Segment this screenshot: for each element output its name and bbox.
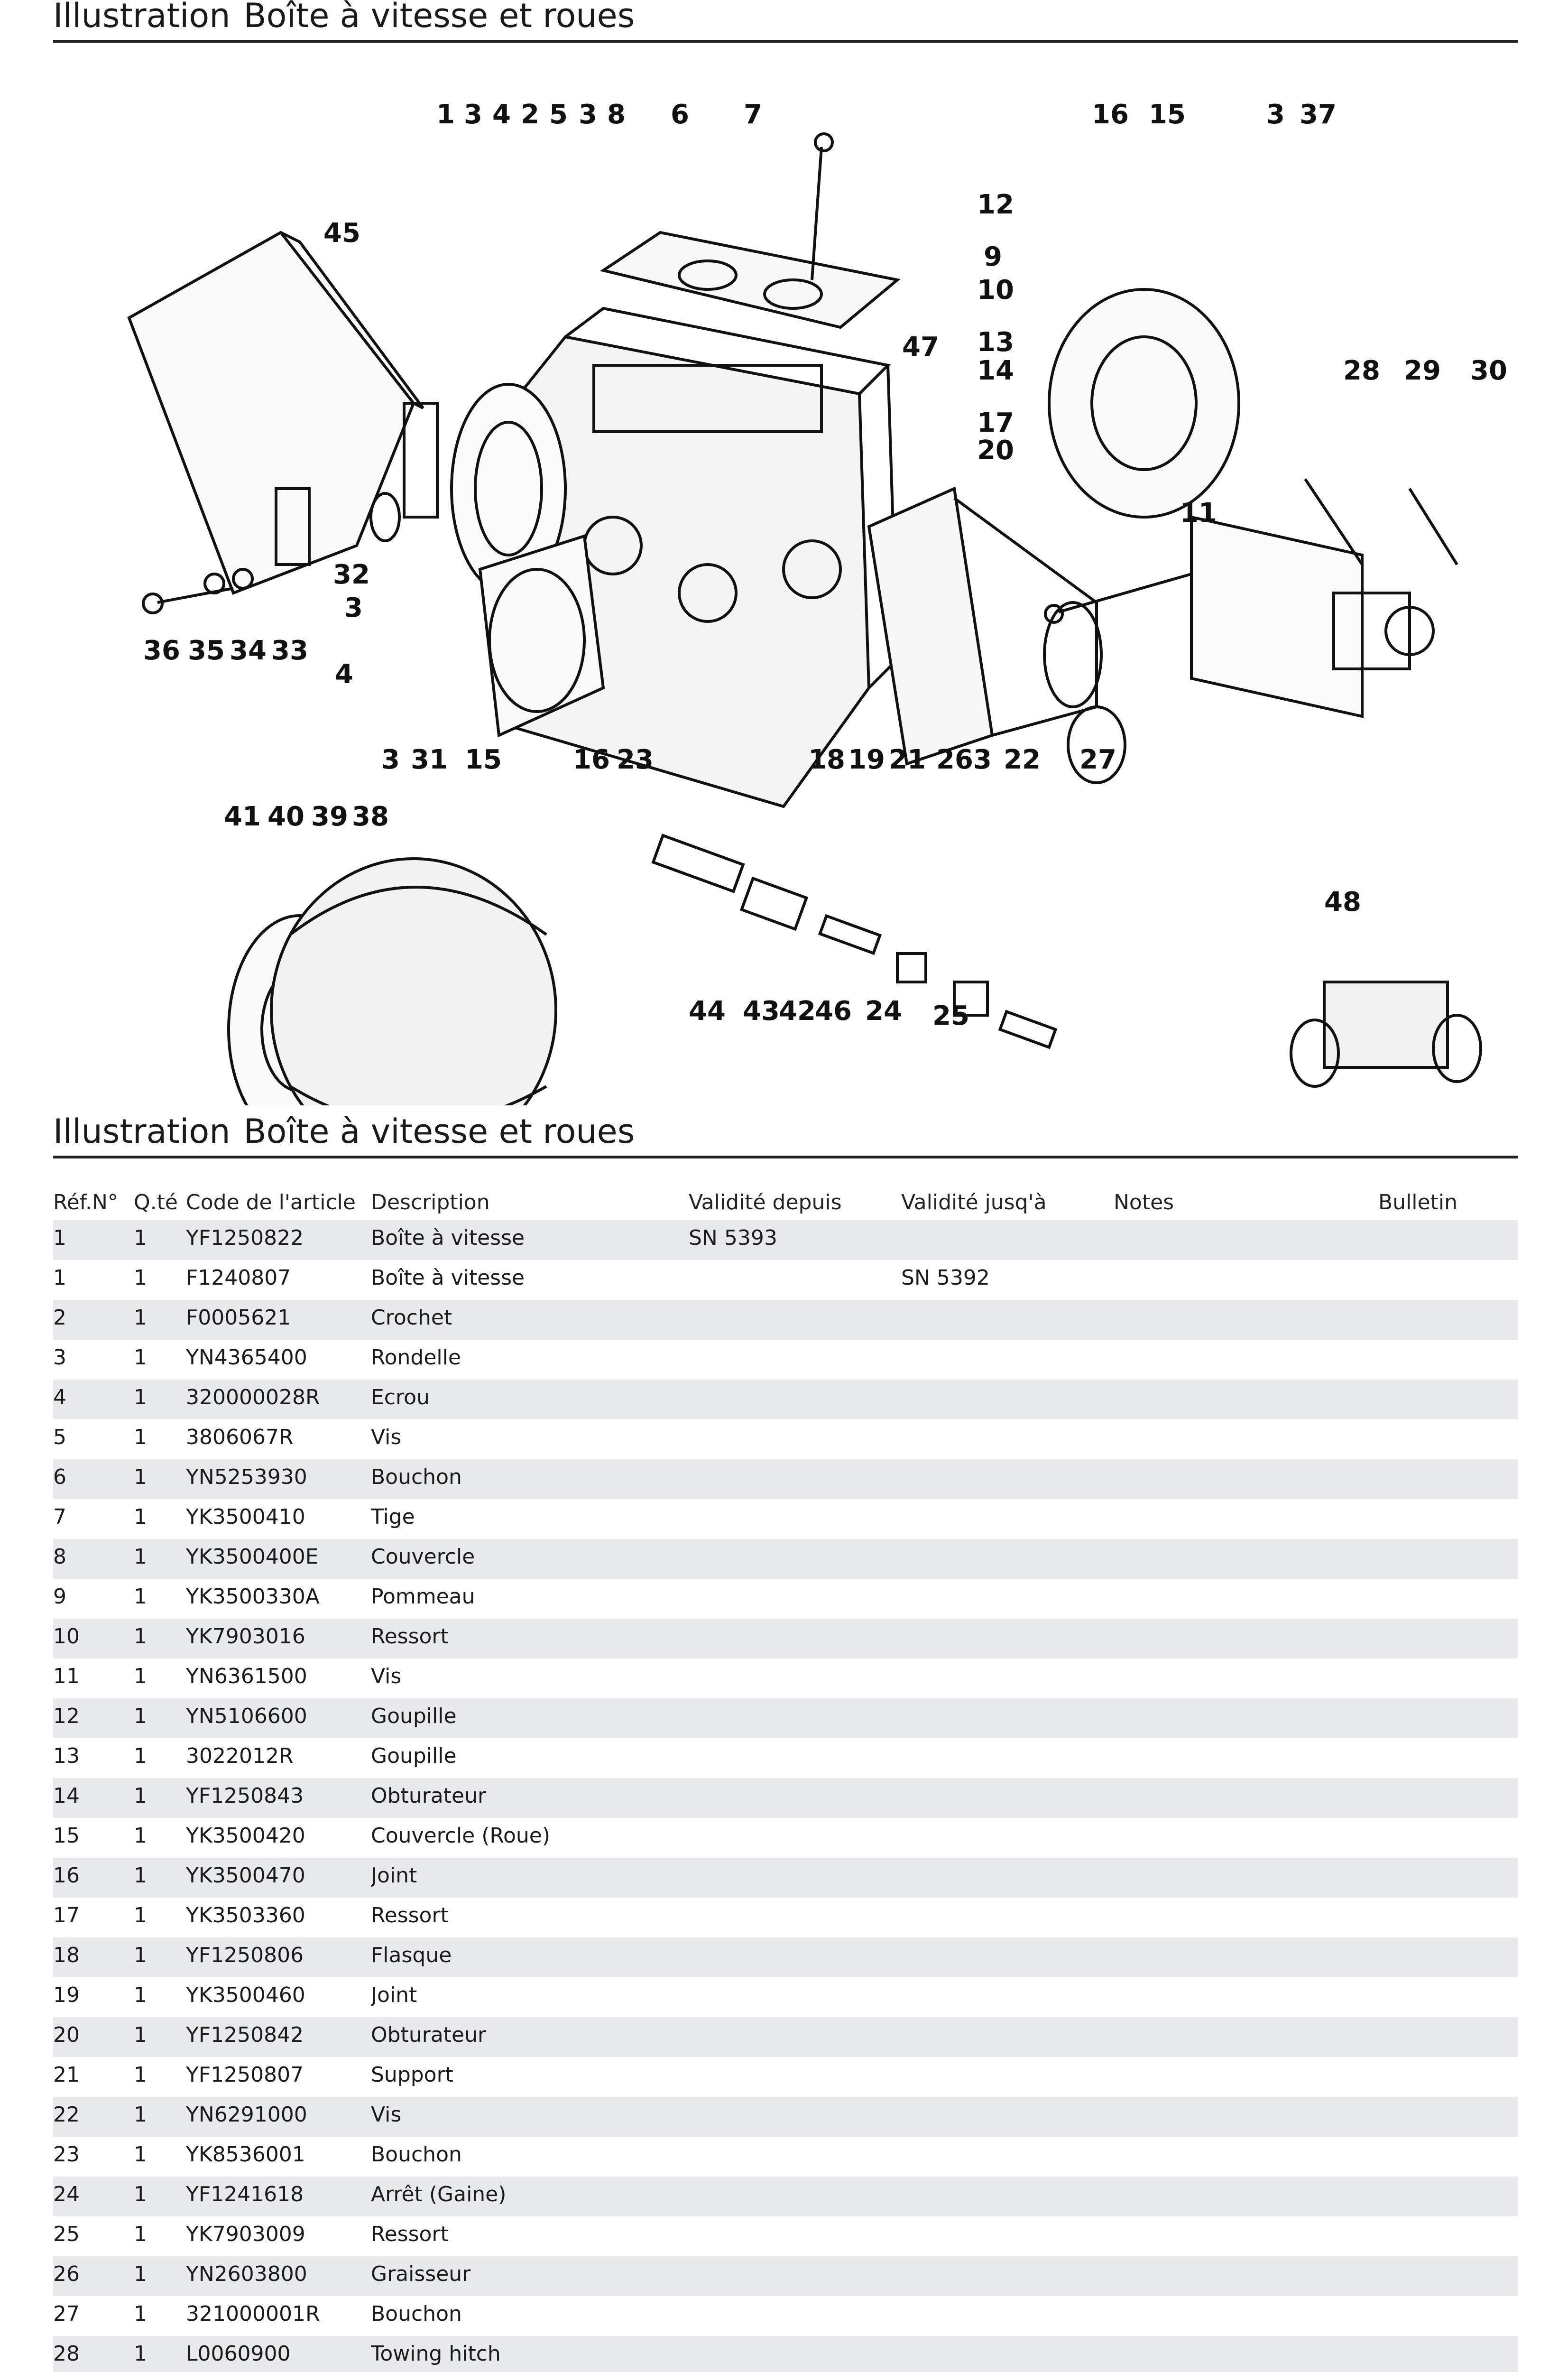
cell-ref: 7 [53,1505,66,1529]
table-row [53,2177,1518,2216]
cell-code: YK3500460 [186,1983,305,2007]
cell-qty: 1 [134,2142,147,2167]
cell-ref: 2 [53,1306,66,1330]
cell-ref: 10 [53,1624,80,1649]
cell-code: YK3503360 [186,1903,305,1927]
section-title-text: Boîte à vitesse et roues [243,1112,635,1151]
cell-description: Flasque [371,1943,452,1967]
callout-3d: 3 [344,593,363,623]
table-row [53,1858,1518,1898]
cell-ref: 20 [53,2023,80,2047]
callout-45: 45 [323,218,360,249]
cell-qty: 1 [134,1584,147,1609]
cell-ref: 27 [53,2302,80,2326]
cell-ref: 1 [53,1226,66,1250]
section-label: Illustration [53,0,231,35]
cell-description: Boîte à vitesse [371,1226,525,1250]
cell-description: Arrêt (Gaine) [371,2182,507,2206]
cell-code: L0060900 [186,2342,291,2366]
callout-37: 37 [1300,99,1337,130]
cell-qty: 1 [134,1226,147,1250]
cell-qty: 1 [134,2302,147,2326]
cell-ref: 11 [53,1664,80,1688]
callout-4: 4 [492,99,511,130]
cell-qty: 1 [134,1465,147,1489]
cell-code: YN5253930 [186,1465,307,1489]
cell-ref: 22 [53,2103,80,2127]
col-header-valid-from: Validité depuis [689,1190,842,1214]
cell-code: YK3500330A [186,1584,320,1609]
section-title-text: Boîte à vitesse et roues [243,0,635,35]
cell-description: Goupille [371,1704,457,1728]
cell-code: YF1250807 [186,2063,304,2087]
callout-14: 14 [977,355,1014,386]
cell-qty: 1 [134,2262,147,2286]
table-row [53,1459,1518,1499]
cell-description: Bouchon [371,2302,462,2326]
callout-7: 7 [744,99,762,130]
cell-code: YK3500470 [186,1863,305,1888]
cell-qty: 1 [134,1943,147,1967]
cell-qty: 1 [134,1624,147,1649]
cell-qty: 1 [134,1505,147,1529]
cell-ref: 16 [53,1863,80,1888]
callout-3e: 3 [381,744,400,775]
cell-description: Ressort [371,1624,449,1649]
cell-qty: 1 [134,1863,147,1888]
cell-ref: 28 [53,2342,80,2366]
callout-48: 48 [1324,887,1361,917]
cell-code: 3022012R [186,1744,294,1768]
cell-ref: 6 [53,1465,66,1489]
callout-15b: 15 [465,744,502,775]
callout-20: 20 [977,435,1014,466]
callout-42: 42 [779,996,816,1027]
cell-code: YN4365400 [186,1345,307,1370]
cell-qty: 1 [134,1983,147,2007]
cell-code: YK7903009 [186,2222,305,2246]
exploded-parts-diagram [53,71,1518,1105]
cell-ref: 21 [53,2063,80,2087]
cell-qty: 1 [134,2182,147,2206]
callout-34: 34 [230,635,267,666]
cell-code: YN6361500 [186,1664,307,1688]
cell-ref: 8 [53,1545,66,1569]
callout-1: 1 [436,99,455,130]
cell-code: YF1241618 [186,2182,304,2206]
diagram-drawing [129,134,1481,1105]
callout-10: 10 [977,275,1014,306]
callout-6: 6 [671,99,689,130]
table-row [53,1698,1518,1738]
col-header-description: Description [371,1190,490,1214]
cell-code: F0005621 [186,1306,291,1330]
callout-33: 33 [271,635,308,666]
callout-32: 32 [333,559,370,590]
cell-code: YF1250806 [186,1943,304,1967]
cell-ref: 13 [53,1744,80,1768]
cell-description: Obturateur [371,1784,487,1808]
callout-5: 5 [549,99,568,130]
cell-qty: 1 [134,1545,147,1569]
cell-description: Ressort [371,1903,449,1927]
cell-ref: 4 [53,1385,66,1409]
callout-40: 40 [267,801,304,832]
cell-ref: 15 [53,1824,80,1848]
cell-qty: 1 [134,1664,147,1688]
callout-31: 31 [411,744,448,775]
cell-qty: 1 [134,1385,147,1409]
cell-code: YF1250822 [186,1226,304,1250]
callout-39: 39 [311,801,348,832]
table-row [53,2256,1518,2296]
cell-description: Boîte à vitesse [371,1266,525,1290]
cell-code: YK3500410 [186,1505,305,1529]
callout-47: 47 [902,332,939,362]
cell-description: Bouchon [371,2142,462,2167]
cell-ref: 19 [53,1983,80,2007]
callout-28: 28 [1343,355,1380,386]
cell-description: Ecrou [371,1385,430,1409]
callout-12: 12 [977,189,1014,220]
cell-qty: 1 [134,1345,147,1370]
cell-description: Support [371,2063,453,2087]
cell-description: Rondelle [371,1345,461,1370]
cell-ref: 12 [53,1704,80,1728]
cell-description: Couvercle (Roue) [371,1824,551,1848]
section-title-diagram [53,0,1518,43]
cell-qty: 1 [134,1306,147,1330]
callout-23: 23 [617,744,654,775]
callout-27: 27 [1079,744,1116,775]
callout-13: 13 [977,327,1014,358]
cell-ref: 25 [53,2222,80,2246]
table-row [53,2216,1518,2256]
table-row [53,2017,1518,2057]
cell-description: Bouchon [371,1465,462,1489]
cell-qty: 1 [134,1425,147,1449]
callout-41: 41 [224,801,261,832]
table-row [53,1220,1518,1260]
cell-code: YK7903016 [186,1624,305,1649]
cell-ref: 18 [53,1943,80,1967]
table-row [53,2137,1518,2177]
cell-description: Obturateur [371,2023,487,2047]
callout-3b: 3 [579,99,597,130]
table-row [53,1539,1518,1579]
cell-code: YK8536001 [186,2142,305,2167]
table-row [53,1659,1518,1698]
cell-description: Pommeau [371,1584,475,1609]
callout-15: 15 [1149,99,1186,130]
cell-description: Ressort [371,2222,449,2246]
cell-ref: 23 [53,2142,80,2167]
cell-ref: 1 [53,1266,66,1290]
callout-21: 21 [889,744,926,775]
table-row [53,1499,1518,1539]
callout-2: 2 [521,99,539,130]
table-row [53,1380,1518,1419]
cell-description: Joint [371,1863,417,1888]
section-title-table-1 [53,1110,1518,1158]
table-row [53,1579,1518,1619]
callout-17: 17 [977,408,1014,438]
cell-ref: 17 [53,1903,80,1927]
cell-valid-from: SN 5393 [689,1226,777,1250]
callout-35: 35 [188,635,225,666]
cell-code: YF1250842 [186,2023,304,2047]
cell-ref: 14 [53,1784,80,1808]
callout-26: 26 [936,744,973,775]
cell-description: Towing hitch [371,2342,501,2366]
cell-code: YK3500400E [186,1545,319,1569]
diagram-svg [53,71,1518,1105]
callout-3c: 3 [1266,99,1285,130]
cell-description: Goupille [371,1744,457,1768]
cell-description: Vis [371,1664,402,1688]
cell-ref: 3 [53,1345,66,1370]
cell-code: YF1250843 [186,1784,304,1808]
cell-description: Crochet [371,1306,452,1330]
cell-code: 320000028R [186,1385,320,1409]
callout-3f: 3 [973,744,992,775]
cell-qty: 1 [134,1784,147,1808]
cell-description: Graisseur [371,2262,471,2286]
table-row [53,1300,1518,1340]
callout-8: 8 [607,99,626,130]
table-row [53,2336,1518,2372]
callout-44: 44 [689,996,726,1027]
col-header-bulletin: Bulletin [1378,1190,1457,1214]
cell-ref: 5 [53,1425,66,1449]
cell-ref: 24 [53,2182,80,2206]
callout-22: 22 [1004,744,1041,775]
col-header-qty: Q.té [134,1190,178,1214]
table-row [53,2296,1518,2336]
cell-ref: 9 [53,1584,66,1609]
cell-code: YN6291000 [186,2103,307,2127]
table-row [53,1340,1518,1380]
callout-19: 19 [848,744,885,775]
callout-16: 16 [1092,99,1129,130]
cell-valid-to: SN 5392 [901,1266,990,1290]
cell-description: Joint [371,1983,417,2007]
cell-code: YN2603800 [186,2262,307,2286]
col-header-valid-to: Validité jusq'à [901,1190,1047,1214]
callout-30: 30 [1470,355,1507,386]
cell-description: Vis [371,2103,402,2127]
cell-ref: 26 [53,2262,80,2286]
cell-description: Vis [371,1425,402,1449]
cell-qty: 1 [134,2063,147,2087]
table-row [53,1738,1518,1778]
table-row [53,1937,1518,1977]
cell-qty: 1 [134,1824,147,1848]
callout-4b: 4 [335,659,353,690]
callout-25: 25 [932,1001,969,1031]
cell-qty: 1 [134,2222,147,2246]
table-row [53,1818,1518,1858]
cell-code: YK3500420 [186,1824,305,1848]
section-label: Illustration [53,1112,231,1151]
table-row [53,1778,1518,1818]
callout-24: 24 [865,996,902,1027]
cell-description: Couvercle [371,1545,475,1569]
cell-qty: 1 [134,1744,147,1768]
cell-code: 321000001R [186,2302,320,2326]
cell-qty: 1 [134,2342,147,2366]
callout-29: 29 [1404,355,1441,386]
cell-description: Tige [371,1505,415,1529]
table-body [53,1220,1518,2372]
table-row [53,1619,1518,1659]
table-row [53,2097,1518,2137]
table-row [53,1260,1518,1300]
table-row [53,1977,1518,2017]
callout-3: 3 [464,99,482,130]
col-header-ref: Réf.N° [53,1190,118,1214]
cell-code: F1240807 [186,1266,291,1290]
table-row [53,2057,1518,2097]
table-header [53,1184,1518,1220]
callout-11: 11 [1180,498,1217,528]
cell-code: 3806067R [186,1425,294,1449]
cell-qty: 1 [134,2023,147,2047]
table-row [53,1898,1518,1937]
col-header-code: Code de l'article [186,1190,356,1214]
table-row [53,1419,1518,1459]
cell-qty: 1 [134,1903,147,1927]
callout-38: 38 [352,801,389,832]
callout-16b: 16 [573,744,610,775]
callout-43: 43 [743,996,780,1027]
callout-46: 46 [815,996,852,1027]
callout-9: 9 [984,241,1002,272]
cell-qty: 1 [134,1704,147,1728]
parts-table-1 [53,1184,1518,2372]
callout-36: 36 [143,635,180,666]
cell-qty: 1 [134,1266,147,1290]
callout-18: 18 [808,744,845,775]
cell-code: YN5106600 [186,1704,307,1728]
col-header-notes: Notes [1114,1190,1174,1214]
cell-qty: 1 [134,2103,147,2127]
